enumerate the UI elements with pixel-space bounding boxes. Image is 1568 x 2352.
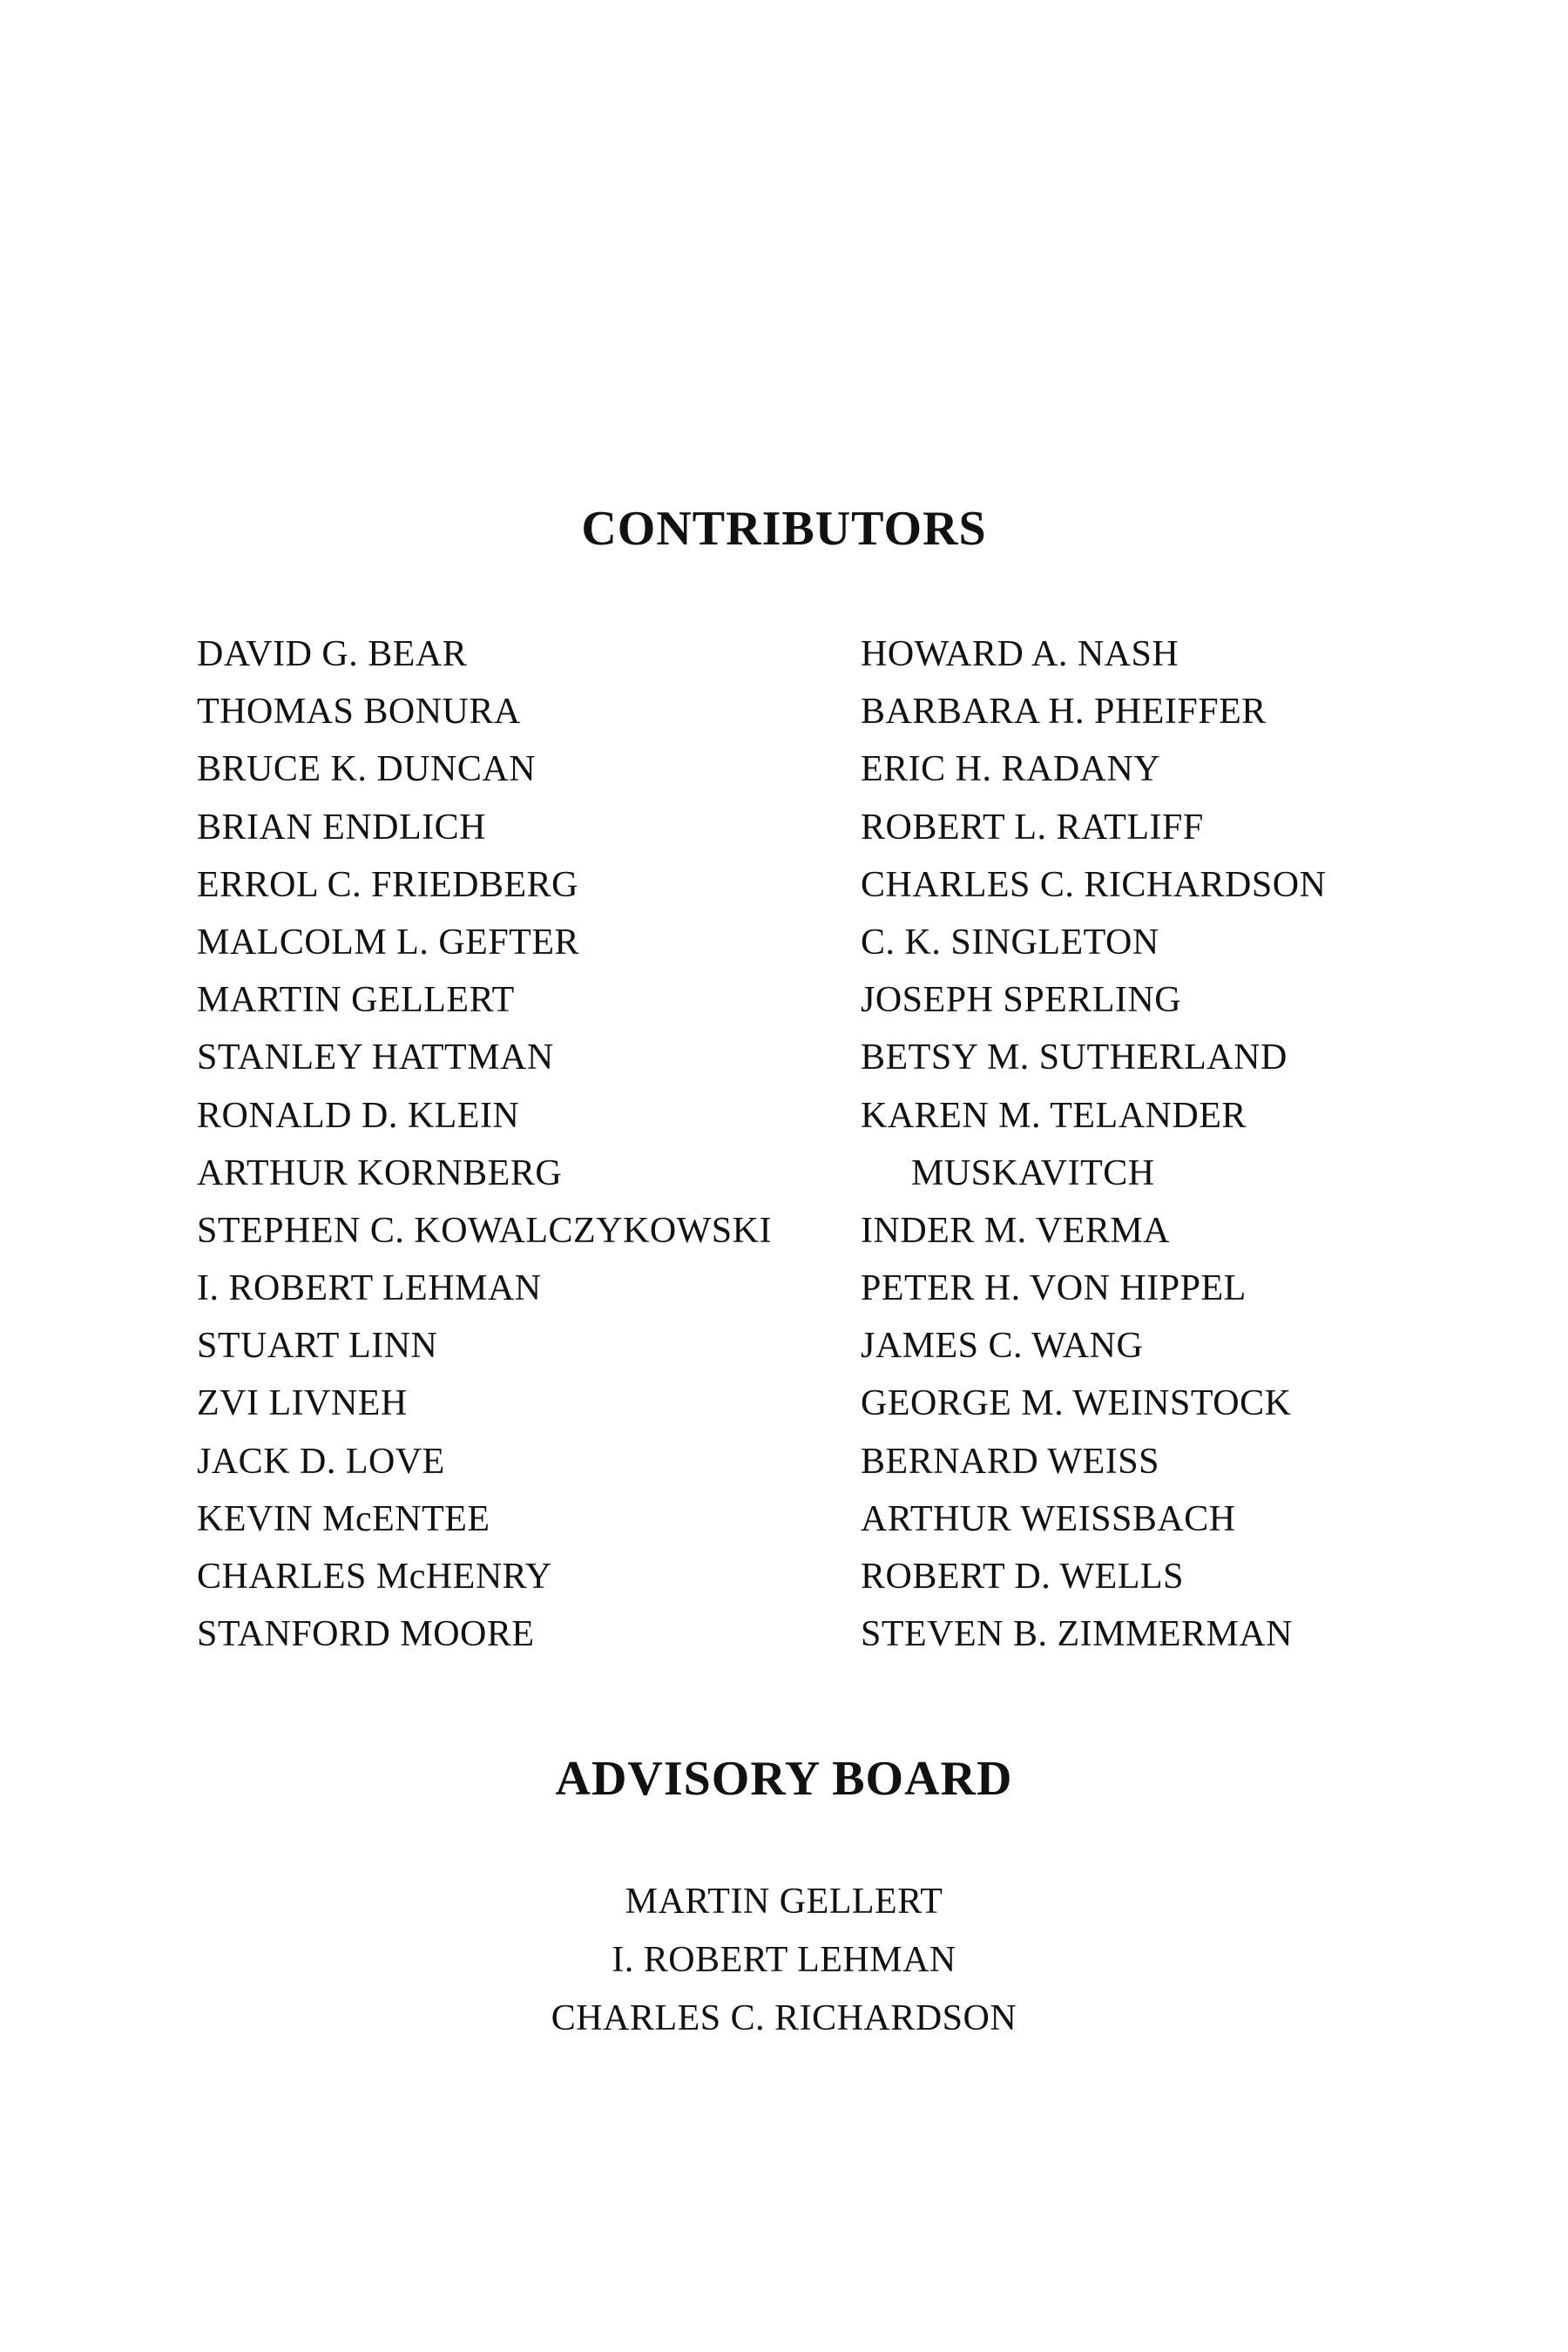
contributors-heading: CONTRIBUTORS	[581, 502, 987, 556]
contributor-name: JACK D. LOVE	[197, 1441, 445, 1482]
contributor-name: ARTHUR WEISSBACH	[861, 1498, 1236, 1539]
contributor-name: C. K. SINGLETON	[861, 922, 1159, 963]
contributor-name: RONALD D. KLEIN	[197, 1095, 520, 1136]
contributor-name: ROBERT D. WELLS	[861, 1557, 1184, 1597]
contributors-left-column	[197, 625, 841, 1663]
contributor-name: STEVEN B. ZIMMERMAN	[861, 1614, 1294, 1655]
board-member-name: I. ROBERT LEHMAN	[612, 1940, 956, 1980]
contributor-name: THOMAS BONURA	[197, 692, 521, 733]
contributor-name: JOSEPH SPERLING	[861, 980, 1182, 1021]
board-member-name: MARTIN GELLERT	[625, 1882, 943, 1922]
contributor-name: STANLEY HATTMAN	[197, 1037, 554, 1078]
contributor-name: I. ROBERT LEHMAN	[197, 1268, 542, 1309]
contributor-name: BARBARA H. PHEIFFER	[861, 692, 1267, 733]
advisory-board-heading: ADVISORY BOARD	[555, 1752, 1013, 1806]
contributors-right-column	[861, 625, 1505, 1663]
contributor-name: KEVIN McENTEE	[197, 1498, 490, 1539]
contributor-name: HOWARD A. NASH	[861, 634, 1179, 674]
contributor-name: STANFORD MOORE	[197, 1614, 535, 1655]
contributor-name: INDER M. VERMA	[861, 1210, 1171, 1251]
contributor-name: CHARLES C. RICHARDSON	[861, 864, 1327, 905]
contributor-name: GEORGE M. WEINSTOCK	[861, 1383, 1292, 1424]
contributor-name: DAVID G. BEAR	[197, 634, 468, 674]
contributor-name: BRIAN ENDLICH	[197, 807, 486, 848]
advisory-board-list	[0, 1873, 1568, 2048]
contributor-name: PETER H. VON HIPPEL	[861, 1268, 1247, 1309]
contributor-name: MALCOLM L. GEFTER	[197, 922, 579, 963]
contributor-name: BERNARD WEISS	[861, 1441, 1159, 1482]
contributor-name: ROBERT L. RATLIFF	[861, 807, 1204, 848]
contributor-name: BETSY M. SUTHERLAND	[861, 1037, 1288, 1078]
contributor-name: STUART LINN	[197, 1326, 438, 1367]
contributor-name: BRUCE K. DUNCAN	[197, 749, 537, 790]
contributor-name: CHARLES McHENRY	[197, 1557, 552, 1597]
contributor-name: STEPHEN C. KOWALCZYKOWSKI	[197, 1210, 772, 1251]
contributor-name: ERIC H. RADANY	[861, 749, 1161, 790]
contributor-name-continuation: MUSKAVITCH	[911, 1152, 1155, 1193]
contributor-name: KAREN M. TELANDER	[861, 1095, 1247, 1136]
contributor-name: ERROL C. FRIEDBERG	[197, 864, 578, 905]
contributor-name: JAMES C. WANG	[861, 1326, 1144, 1367]
contributor-name: ARTHUR KORNBERG	[197, 1152, 563, 1193]
contributor-name: MARTIN GELLERT	[197, 980, 515, 1021]
board-member-name: CHARLES C. RICHARDSON	[551, 1998, 1017, 2038]
contributor-name: ZVI LIVNEH	[197, 1383, 408, 1424]
